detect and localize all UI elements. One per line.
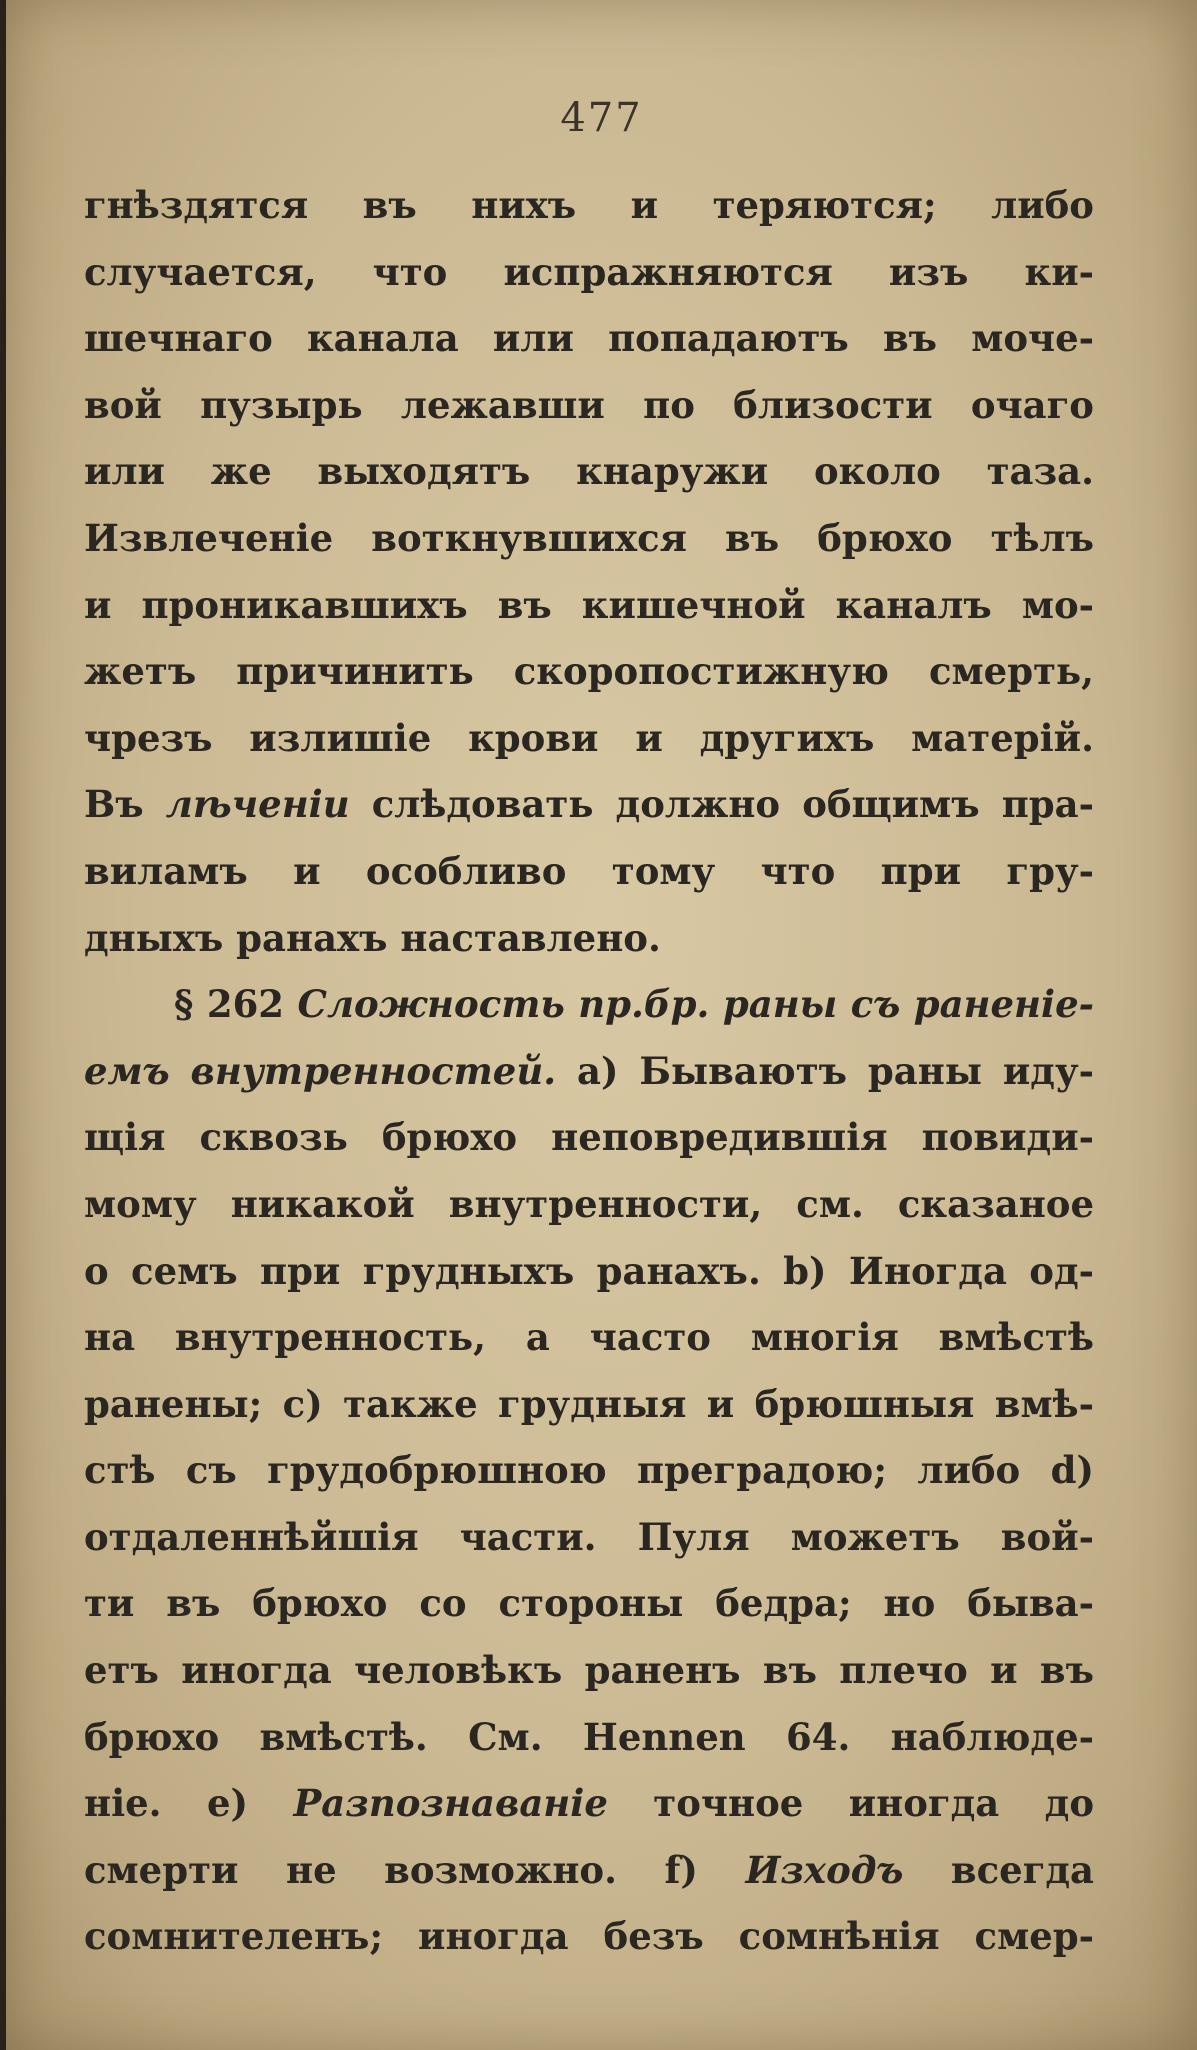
text-segment: гнѣздятся въ нихъ и теряются; либо xyxy=(84,183,1094,227)
text-segment: о семъ при грудныхъ ранахъ. b) Иногда од- xyxy=(84,1248,1094,1293)
text-segment: смерти не возможно. f) xyxy=(84,1847,746,1892)
text-segment: щія сквозь брюхо неповредившія повиди- xyxy=(84,1115,1094,1160)
text-line xyxy=(84,1238,1094,1305)
text-segment: ранены; c) также грудныя и брюшныя вмѣ- xyxy=(84,1381,1094,1426)
text-segment: отдаленнѣйшія части. Пуля можетъ вой- xyxy=(84,1514,1094,1559)
text-line xyxy=(84,705,1094,772)
text-segment: Извлеченіе воткнувшихся въ брюхо тѣлъ xyxy=(84,515,1094,560)
book-page xyxy=(6,0,1197,2050)
text-line xyxy=(84,1304,1094,1371)
text-segment: дныхъ ранахъ наставлено. xyxy=(84,915,661,960)
text-line xyxy=(84,1770,1094,1837)
text-line xyxy=(84,1371,1094,1438)
page-number: 477 xyxy=(560,95,643,141)
italic-text-segment: лѣченіи xyxy=(165,782,350,827)
text-segment: вой пузырь лежавши по близости очаго xyxy=(84,382,1094,427)
text-line xyxy=(84,172,1094,239)
text-line xyxy=(84,905,1094,972)
text-segment: ніе. e) xyxy=(84,1781,294,1826)
text-line xyxy=(84,505,1094,572)
text-line xyxy=(84,638,1094,705)
text-segment: и проникавшихъ въ кишечной каналъ мо- xyxy=(84,582,1094,627)
italic-text-segment: Разпознаваніе xyxy=(293,1781,608,1826)
text-line xyxy=(84,572,1094,639)
text-line xyxy=(84,1570,1094,1637)
text-line xyxy=(84,1504,1094,1571)
text-line xyxy=(84,1837,1094,1904)
italic-text-segment: Сложность пр.бр. раны съ раненіе- xyxy=(297,982,1094,1027)
text-line xyxy=(84,771,1094,838)
text-segment: чрезъ излишіе крови и другихъ матерій. xyxy=(84,715,1094,760)
text-line xyxy=(84,1704,1094,1771)
text-line xyxy=(84,305,1094,372)
text-line xyxy=(84,239,1094,306)
text-segment: всегда xyxy=(903,1847,1094,1892)
text-line xyxy=(84,971,1094,1038)
text-line xyxy=(84,1637,1094,1704)
text-segment: Въ xyxy=(84,782,166,827)
text-segment: жетъ причинить скоропостижную смерть, xyxy=(84,649,1094,694)
text-segment: брюхо вмѣстѣ. См. Hennen 64. наблюде- xyxy=(84,1714,1094,1759)
text-segment: ти въ брюхо со стороны бедра; но быва- xyxy=(84,1581,1094,1626)
text-line xyxy=(84,1437,1094,1504)
body-text xyxy=(84,172,1094,1970)
text-segment: виламъ и особливо тому что при гру- xyxy=(84,848,1094,893)
text-line xyxy=(84,838,1094,905)
text-segment: точное иногда до xyxy=(607,1781,1094,1826)
text-segment: мому никакой внутренности, см. сказаное xyxy=(84,1181,1094,1226)
text-segment: § 262 xyxy=(174,982,298,1027)
text-segment: или же выходятъ кнаружи около таза. xyxy=(84,449,1094,494)
italic-text-segment: Изходъ xyxy=(745,1847,904,1892)
text-line xyxy=(84,372,1094,439)
text-segment: стѣ съ грудобрюшною преградою; либо d) xyxy=(84,1448,1094,1493)
text-segment: случается, что испражняются изъ ки- xyxy=(84,249,1094,294)
text-line xyxy=(84,1903,1094,1970)
text-segment: етъ иногда человѣкъ раненъ въ плечо и въ xyxy=(84,1648,1094,1693)
text-segment: на внутренность, а часто многія вмѣстѣ xyxy=(84,1315,1094,1360)
text-line xyxy=(84,1104,1094,1171)
text-line xyxy=(84,1171,1094,1238)
italic-text-segment: емъ внутренностей. xyxy=(84,1048,557,1093)
text-segment: сомнителенъ; иногда безъ сомнѣнія смер- xyxy=(84,1914,1094,1959)
text-segment: а) Бываютъ раны иду- xyxy=(556,1048,1094,1093)
text-line xyxy=(84,438,1094,505)
text-segment: слѣдовать должно общимъ пра- xyxy=(349,782,1094,827)
text-line xyxy=(84,1038,1094,1105)
text-segment: шечнаго канала или попадаютъ въ моче- xyxy=(84,316,1094,361)
